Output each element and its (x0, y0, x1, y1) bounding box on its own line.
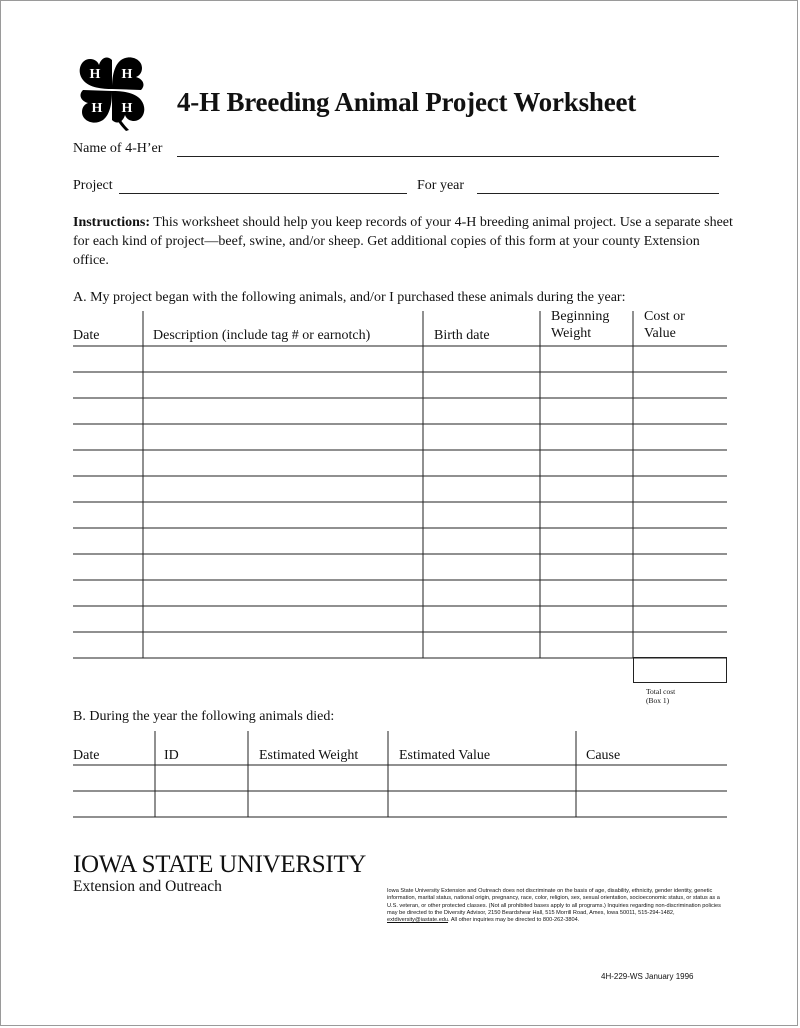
section-a-col-date: Date (73, 328, 100, 343)
page-title: 4-H Breeding Animal Project Worksheet (177, 87, 637, 117)
non-discrimination-statement (387, 888, 732, 924)
disclaimer-text: Iowa State University Extension and Outreach does not discriminate on the basis of age, disability, ethnicity, gender identity, genetic information, marital status, national origin, pregnancy, race, color, religion, sex, sexual orientation, socioeconomic status, or status as a U.S. veteran, or other protected classes. (Not all prohibited bases apply to all programs.) Inquiries regarding non-discrimination policies may be directed to the Diversity Advisor, 2150 Beardshear Hall, 515 Morrill Road, Ames, Iowa 50011, 515-294-1482, (387, 888, 721, 916)
form-code: 4H-229-WS January 1996 (601, 972, 694, 981)
section-a-col-description: Description (include tag # or earnotch) (153, 328, 371, 343)
section-b-col-id: ID (164, 748, 179, 763)
clover-letter: H (91, 101, 103, 116)
section-a-col-beginning-weight: Beginning Weight (551, 309, 610, 341)
clover-letter: H (121, 101, 133, 116)
section-b-heading: B. During the year the following animals died: (73, 709, 335, 724)
instructions-lead: Instructions: (73, 215, 151, 230)
university-name: IOWA STATE UNIVERSITY (73, 851, 367, 878)
section-a-heading: A. My project began with the following animals, and/or I purchased these animals during the year: (73, 290, 626, 305)
section-b-col-cause: Cause (586, 748, 621, 763)
extension-outreach-label: Extension and Outreach (73, 878, 222, 895)
section-b-col-estimated-value: Estimated Value (399, 748, 491, 763)
name-label: Name of 4-H’er (73, 141, 163, 156)
iowa-state-university-wordmark (73, 851, 366, 879)
section-b-col-date: Date (73, 748, 100, 763)
instructions-text: This worksheet should help you keep records of your 4-H breeding animal project. Use a separate sheet for each kind of project—beef, swine, and/or sheep. Get additional copies of this form at your county Extension office. (73, 215, 733, 268)
total-cost-sublabel: (Box 1) (646, 696, 670, 705)
section-a-col-birth-date: Birth date (434, 328, 490, 343)
section-a-col-cost-value: Cost or Value (644, 309, 685, 341)
project-label: Project (73, 178, 113, 193)
section-b-col-estimated-weight: Estimated Weight (259, 748, 359, 763)
clover-letter: H (89, 67, 101, 82)
clover-letter: H (121, 67, 133, 82)
total-cost-box[interactable] (633, 657, 727, 683)
disclaimer-tail: . All other inquiries may be directed to 800-262-3804. (448, 917, 580, 924)
year-label: For year (417, 178, 465, 193)
total-cost-label: Total cost (646, 687, 676, 696)
diversity-email-link[interactable]: extdiversity@iastate.edu (387, 917, 449, 924)
